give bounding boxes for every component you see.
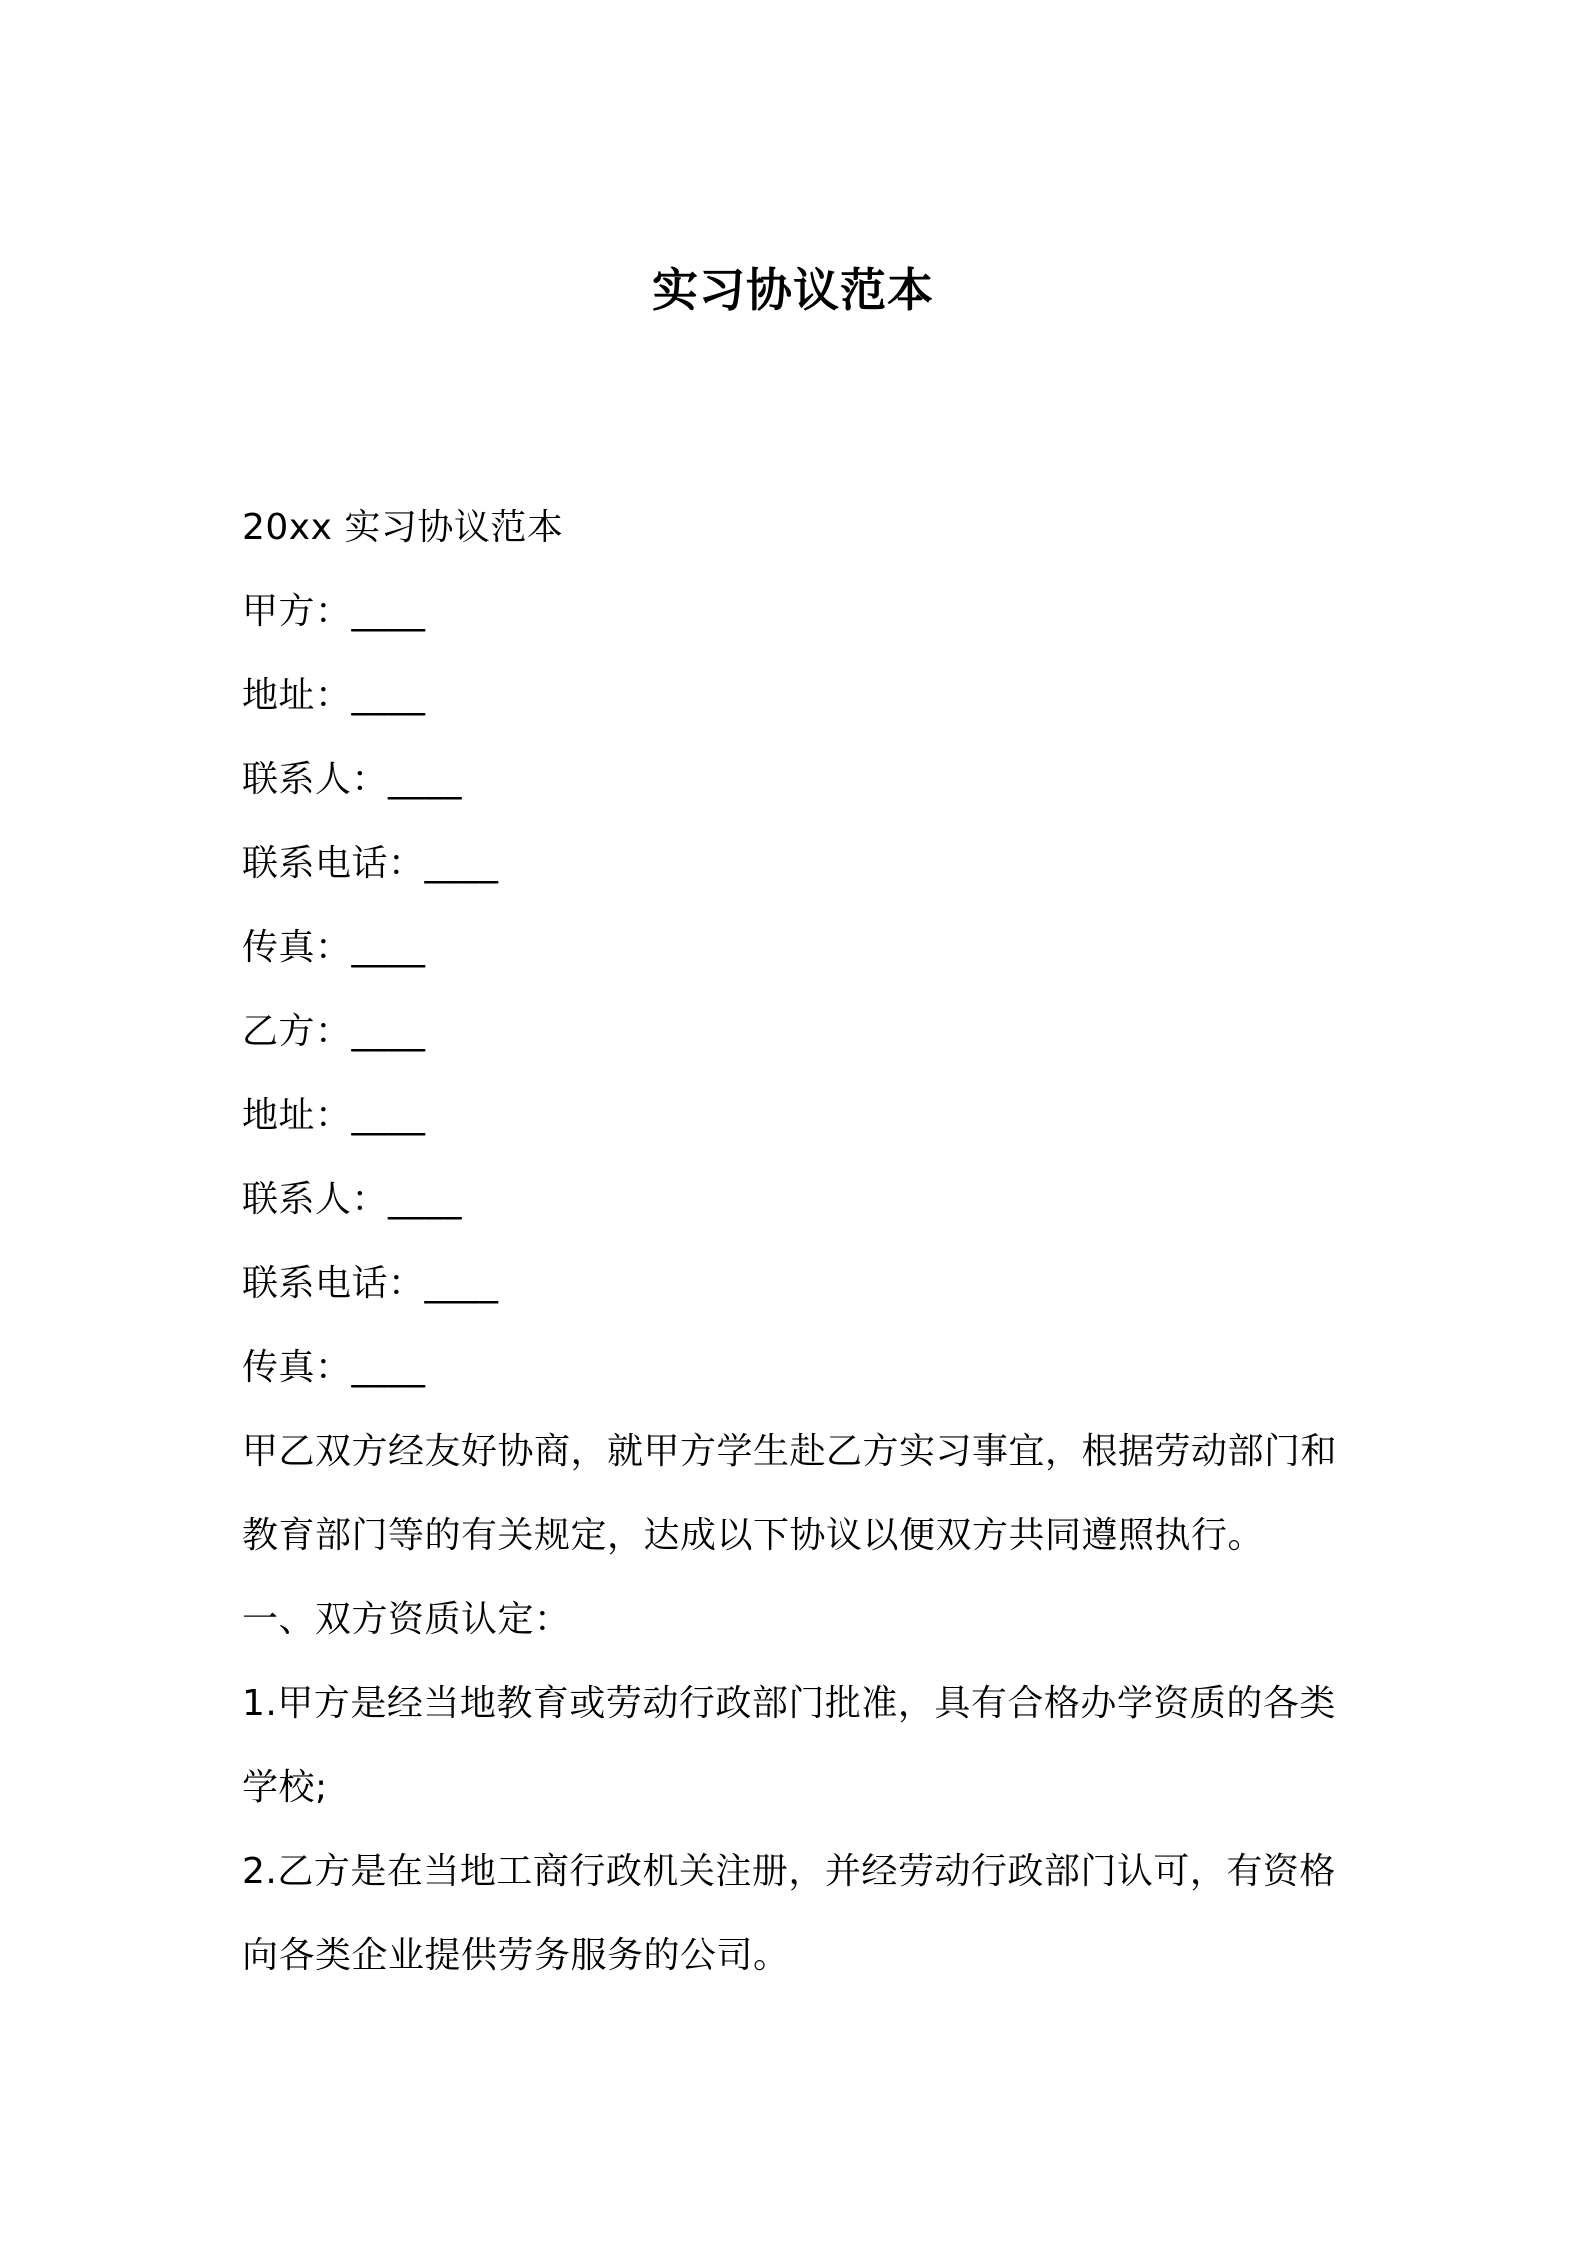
- party-b-phone: 联系电话：____: [242, 1263, 499, 1304]
- party-b-name: 乙方：____: [242, 1011, 426, 1052]
- intro-paragraph-line-2: 教育部门等的有关规定，达成以下协议以便双方共同遵照执行。: [242, 1515, 1265, 1556]
- section-1-heading: 一、双方资质认定：: [242, 1599, 571, 1640]
- clause-1-line-2: 学校;: [242, 1767, 328, 1808]
- party-b-fax: 传真：____: [242, 1347, 426, 1388]
- party-b-contact: 联系人：____: [242, 1179, 463, 1220]
- party-a-phone: 联系电话：____: [242, 843, 499, 884]
- party-a-contact: 联系人：____: [242, 759, 463, 800]
- document-subtitle: 20xx 实习协议范本: [242, 507, 564, 548]
- clause-2-line-1: 2.乙方是在当地工商行政机关注册，并经劳动行政部门认可，有资格: [242, 1851, 1336, 1892]
- party-a-fax: 传真：____: [242, 927, 426, 968]
- intro-paragraph-line-1: 甲乙双方经友好协商，就甲方学生赴乙方实习事宜，根据劳动部门和: [242, 1431, 1338, 1472]
- party-a-address: 地址：____: [242, 675, 426, 716]
- document-title: 实习协议范本: [652, 263, 934, 317]
- clause-1-line-1: 1.甲方是经当地教育或劳动行政部门批准，具有合格办学资质的各类: [242, 1683, 1336, 1724]
- document-body: [242, 486, 1362, 1998]
- party-b-address: 地址：____: [242, 1095, 426, 1136]
- party-a-name: 甲方：____: [242, 591, 426, 632]
- clause-2-line-2: 向各类企业提供劳务服务的公司。: [242, 1935, 790, 1976]
